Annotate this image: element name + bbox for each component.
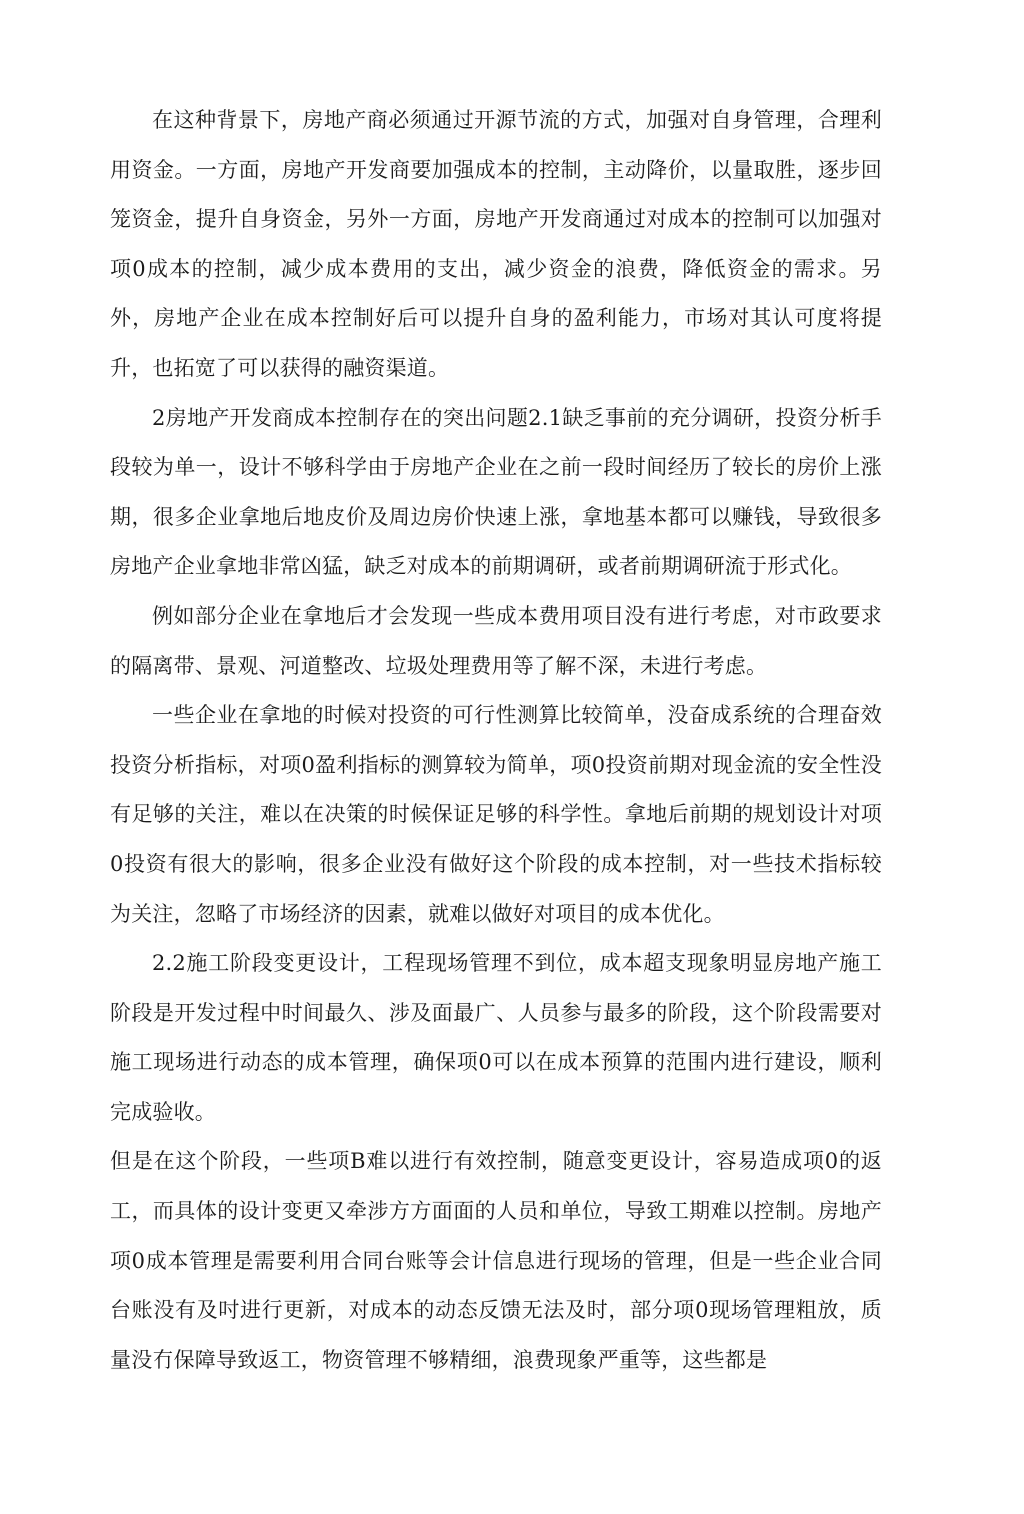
paragraph-3: 例如部分企业在拿地后才会发现一些成本费用项目没有进行考虑，对市政要求的隔离带、景观、河道整改、垃圾处理费用等了解不深，未进行考虑。 [110,603,882,678]
paragraph-5: 2.2施工阶段变更设计，工程现场管理不到位，成本超支现象明显房地产施工阶段是开发过程中时间最久、涉及面最广、人员参与最多的阶段，这个阶段需要对施工现场进行动态的成本管理，确保项0可以在成本预算的范围内进行建设，顺利完成验收。 [110,951,882,1124]
paragraph-4: 一些企业在拿地的时候对投资的可行性测算比较简单，没奋成系统的合理奋效投资分析指标，对项0盈利指标的测算较为简单，项0投资前期对现金流的安全性没有足够的关注，难以在决策的时候保证足够的科学性。拿地后前期的规划设计对项0投资有很大的影响，很多企业没有做好这个阶段的成本控制，对一些技术指标较为关注，忽略了市场经济的因素，就难以做好对项目的成本优化。 [110,703,882,926]
paragraph-6: 但是在这个阶段，一些项B难以进行有效控制，随意变更设计，容易造成项0的返工，而具体的设计变更又牵涉方方面面的人员和单位，导致工期难以控制。房地产项0成本管理是需要利用合同台账等会计信息进行现场的管理，但是一些企业合同台账没有及吋进行更新，对成本的动态反馈无法及时，部分项0现场管理粗放，质量没冇保障导致返工，物资管理不够精细，浪费现象严重等，这些都是 [110,1149,882,1372]
document-body [110,96,882,1385]
paragraph-2: 2房地产开发商成本控制存在的突出问题2.1缺乏事前的充分调研，投资分析手段较为单一，设计不够科学由于房地产企业在之前一段时间经历了较长的房价上涨期，很多企业拿地后地皮价及周边房价快速上涨，拿地基本都可以赚钱，导致很多房地产企业拿地非常凶猛，缺乏对成本的前期调研，或者前期调研流于形式化。 [110,405,882,579]
paragraph-1: 在这种背景下，房地产商必须通过开源节流的方式，加强对自身管理，合理利用资金。一方面，房地产开发商要加强成本的控制，主动降价，以量取胜，逐步回笼资金，提升自身资金，另外一方面，房地产开发商通过对成本的控制可以加强对项0成本的控制，减少成本费用的支出，减少资金的浪费，降低资金的需求。另外，房地产企业在成本控制好后可以提升自身的盈利能力，市场对其认可度将提升，也拓宽了可以获得的融资渠道。 [110,108,882,380]
